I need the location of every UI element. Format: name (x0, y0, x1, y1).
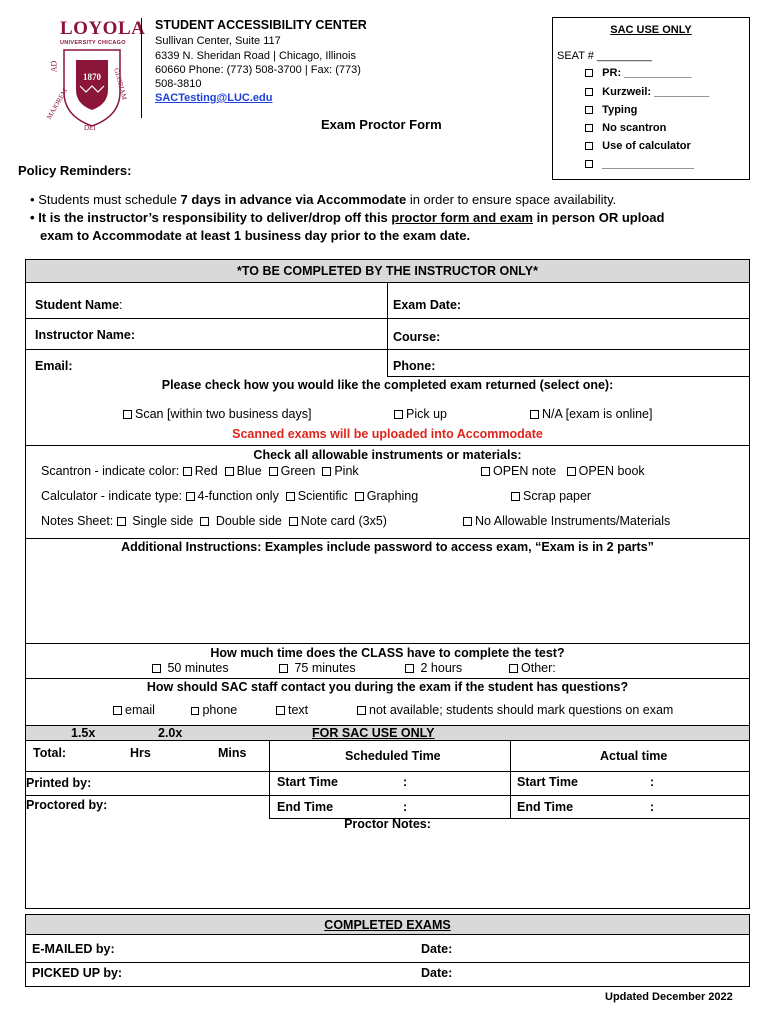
instructor-name-field[interactable]: Instructor Name: (35, 328, 136, 342)
checkbox-icon (200, 517, 209, 526)
calc-4function[interactable] (186, 489, 279, 503)
sac-use-only-box (552, 17, 750, 180)
option-label: Pick up (406, 407, 447, 421)
sac-item-no-scantron[interactable] (585, 122, 666, 134)
contact-email[interactable] (113, 703, 155, 717)
option-label: Scientific (297, 489, 348, 503)
notes-card[interactable] (289, 514, 387, 528)
proctor-notes-label: Proctor Notes: (344, 817, 431, 831)
scheduled-time-label: Scheduled Time (345, 749, 441, 763)
actual-end-label: End Time (517, 800, 574, 814)
return-question: Please check how you would like the completed exam returned (select one): (161, 378, 614, 392)
option-label: OPEN book (578, 464, 645, 478)
field-label: Student Name (35, 298, 120, 312)
option-label: Red (194, 464, 218, 478)
option-label: Blue (236, 464, 262, 478)
checkbox-icon (289, 517, 298, 526)
option-label: 75 minutes (294, 661, 356, 675)
option-label: Graphing (366, 489, 419, 503)
notes-single[interactable] (117, 514, 194, 528)
option-label: Note card (3x5) (300, 514, 387, 528)
option-label: OPEN note (493, 464, 557, 478)
policy-text: It is the instructor’s responsibility to deliver/drop off this (38, 210, 392, 225)
checkbox-icon (567, 467, 576, 476)
completed-heading-bar (26, 915, 749, 935)
sac-use-heading: FOR SAC USE ONLY (312, 726, 435, 740)
actual-time-label: Actual time (600, 749, 668, 763)
checkbox-icon (286, 492, 295, 501)
option-label: 4-function only (197, 489, 279, 503)
option-label: 50 minutes (167, 661, 229, 675)
scheduled-start-label: Start Time (277, 775, 338, 789)
org-name: STUDENT ACCESSIBILITY CENTER (155, 18, 367, 32)
checkbox-icon (511, 492, 520, 501)
instructor-heading-text: *TO BE COMPLETED BY THE INSTRUCTOR ONLY* (237, 264, 538, 278)
no-materials-option[interactable] (463, 514, 670, 528)
section-line (25, 678, 750, 679)
grid-divider (269, 741, 270, 819)
option-label: text (288, 703, 309, 717)
header-divider (141, 18, 142, 118)
checkbox-icon (394, 410, 403, 419)
contact-question: How should SAC staff contact you during the exam if the student has questions? (146, 680, 629, 694)
checkbox-icon (585, 69, 593, 77)
calc-graphing[interactable] (355, 489, 418, 503)
address-line-2: 6339 N. Sheridan Road | Chicago, Illinois (155, 50, 356, 62)
grid-line (25, 771, 750, 772)
actual-start-colon: : (650, 775, 655, 789)
option-label: not available; students should mark questions on exam (369, 703, 674, 717)
field-colon: : (119, 298, 123, 312)
logo-motto-left: AD (49, 60, 59, 73)
completed-heading: COMPLETED EXAMS (324, 918, 451, 932)
phone-field[interactable]: Phone: (393, 359, 436, 373)
scantron-row (41, 464, 359, 478)
option-label: Single side (132, 514, 194, 528)
proctor-notes-area[interactable] (26, 833, 749, 907)
scantron-pink[interactable] (322, 464, 358, 478)
sac-item-typing[interactable] (585, 104, 637, 116)
option-label: No Allowable Instruments/Materials (475, 514, 671, 528)
scantron-label: Scantron - indicate color: (41, 464, 180, 478)
option-label: phone (202, 703, 238, 717)
grid-divider (387, 283, 388, 376)
logo-subtitle: UNIVERSITY CHICAGO (60, 40, 126, 46)
scantron-blue[interactable] (225, 464, 262, 478)
policy-text-underlined: proctor form and exam (391, 210, 533, 225)
policy-heading: Policy Reminders: (18, 163, 132, 178)
option-label: Scrap paper (523, 489, 592, 503)
checkbox-icon (585, 124, 593, 132)
address-line-4: 508-3810 (155, 78, 202, 90)
grid-line (25, 349, 750, 350)
section-line (25, 445, 750, 446)
sac-item-label: PR: ___________ (602, 67, 692, 79)
scrap-paper-option[interactable] (511, 489, 591, 503)
actual-end-colon: : (650, 800, 655, 814)
form-title: Exam Proctor Form (321, 117, 442, 132)
option-label: Green (280, 464, 316, 478)
notes-double[interactable] (200, 514, 282, 528)
checkbox-icon (357, 706, 366, 715)
option-label: N/A [exam is online] (542, 407, 653, 421)
picked-up-by-field[interactable]: PICKED UP by: (32, 966, 123, 980)
checkbox-icon (225, 467, 234, 476)
checkbox-icon (123, 410, 132, 419)
section-line (25, 538, 750, 539)
scheduled-start-colon: : (403, 775, 408, 789)
open-book-option[interactable] (567, 464, 645, 478)
policy-text: in order to ensure space availability. (406, 192, 617, 207)
grid-divider (510, 741, 511, 819)
checkbox-icon (509, 664, 518, 673)
return-option-scan[interactable] (123, 407, 311, 421)
logo-motto-left2: MAJOREM (45, 87, 70, 121)
bullet-icon: • (30, 192, 35, 207)
option-label: Other: (521, 661, 556, 675)
checkbox-icon (481, 467, 490, 476)
checkbox-icon (585, 88, 593, 96)
checkbox-icon (463, 517, 472, 526)
updated-date: Updated December 2022 (605, 991, 733, 1003)
multiplier-2-0x: 2.0x (158, 726, 183, 740)
checkbox-icon (585, 160, 593, 168)
open-note-option[interactable] (481, 464, 556, 478)
contact-phone[interactable] (191, 703, 237, 717)
time-75[interactable] (279, 661, 356, 675)
instructor-heading (26, 260, 749, 283)
sac-item-kurzweil[interactable] (585, 86, 709, 98)
emailed-by-field[interactable]: E-MAILED by: (32, 942, 115, 956)
section-line (25, 643, 750, 644)
seat-number-field[interactable]: SEAT # _________ (557, 50, 653, 62)
exam-date-field[interactable]: Exam Date: (393, 298, 462, 312)
checkbox-icon (355, 492, 364, 501)
sac-item-label: No scantron (602, 122, 667, 134)
email-link[interactable]: SACTesting@LUC.edu (155, 92, 273, 104)
grid-line (25, 318, 750, 319)
return-option-pickup[interactable] (394, 407, 447, 421)
checkbox-icon (269, 467, 278, 476)
return-option-na[interactable] (530, 407, 652, 421)
sac-box-title: SAC USE ONLY (610, 24, 692, 36)
calculator-row (41, 489, 418, 503)
checkbox-icon (183, 467, 192, 476)
sac-item-label: Kurzweil: _________ (602, 86, 710, 98)
checkbox-icon (405, 664, 414, 673)
mins-label: Mins (218, 746, 247, 760)
option-label: email (125, 703, 155, 717)
policy-text-bold: 7 days in advance via Accommodate (180, 192, 407, 207)
contact-not-available[interactable] (357, 703, 673, 717)
logo-wordmark: LOYOLA (60, 18, 146, 39)
scantron-red[interactable] (183, 464, 218, 478)
notes-label: Notes Sheet: (41, 514, 114, 528)
course-field[interactable]: Course: (393, 330, 441, 344)
checkbox-icon (585, 142, 593, 150)
proctored-by-field[interactable]: Proctored by: (26, 798, 108, 812)
sac-item-calculator[interactable] (585, 140, 691, 152)
email-field[interactable]: Email: (35, 359, 73, 373)
checkbox-icon (530, 410, 539, 419)
time-50[interactable] (152, 661, 229, 675)
picked-up-date-field[interactable]: Date: (421, 966, 453, 980)
contact-text[interactable] (276, 703, 308, 717)
policy-bullet-2 (30, 210, 664, 225)
address-line-3: 60660 Phone: (773) 508-3700 | Fax: (773) (155, 64, 361, 76)
checkbox-icon (191, 707, 199, 715)
scheduled-end-label: End Time (277, 800, 334, 814)
checkbox-icon (585, 106, 593, 114)
logo-motto-bottom: DEI (84, 124, 96, 132)
emailed-date-field[interactable]: Date: (421, 942, 453, 956)
multiplier-1-5x: 1.5x (71, 726, 96, 740)
additional-instructions-label: Additional Instructions: Examples include password to access exam, “Exam is in 2 parts” (121, 540, 654, 554)
time-2hours[interactable] (405, 661, 462, 675)
total-label: Total: (33, 746, 67, 760)
checkbox-icon (276, 706, 285, 715)
scantron-green[interactable] (269, 464, 316, 478)
svg-text:1870: 1870 (83, 72, 101, 82)
grid-line (25, 795, 750, 796)
additional-instructions-area[interactable] (26, 556, 749, 642)
scheduled-end-colon: : (403, 800, 408, 814)
policy-text: in person OR upload (533, 210, 665, 225)
option-label: 2 hours (420, 661, 463, 675)
checkbox-icon (186, 492, 195, 501)
calculator-label: Calculator - indicate type: (41, 489, 183, 503)
materials-question: Check all allowable instruments or materials: (253, 448, 522, 462)
sac-item-label: Use of calculator (602, 140, 691, 152)
time-other[interactable] (509, 661, 556, 675)
checkbox-icon (117, 517, 126, 526)
option-label: Double side (215, 514, 282, 528)
grid-line (387, 376, 750, 377)
scan-note: Scanned exams will be uploaded into Accommodate (232, 427, 543, 441)
policy-text: Students must schedule (38, 192, 181, 207)
checkbox-icon (279, 664, 288, 673)
bullet-icon: • (30, 210, 35, 225)
option-label: Pink (334, 464, 359, 478)
checkbox-icon (322, 467, 331, 476)
open-options-row (481, 464, 645, 478)
logo-motto-right: GLORIAM (112, 67, 129, 101)
grid-line (25, 962, 750, 963)
sac-item-other[interactable] (585, 158, 694, 170)
checkbox-icon (113, 706, 122, 715)
actual-start-label: Start Time (517, 775, 578, 789)
time-question: How much time does the CLASS have to complete the test? (210, 646, 565, 660)
option-label: Scan [within two business days] (135, 407, 312, 421)
notes-row (41, 514, 387, 528)
hrs-label: Hrs (130, 746, 151, 760)
sac-item-pr[interactable] (585, 67, 691, 79)
printed-by-field[interactable]: Printed by: (26, 776, 92, 790)
address-line-1: Sullivan Center, Suite 117 (155, 35, 281, 47)
sac-item-label: Typing (602, 104, 638, 116)
student-name-field[interactable] (35, 298, 123, 312)
calc-scientific[interactable] (286, 489, 348, 503)
policy-bullet-1 (30, 192, 616, 207)
policy-bullet-2-cont: exam to Accommodate at least 1 business day prior to the exam date. (40, 228, 471, 243)
university-logo (45, 14, 146, 134)
sac-item-label: _______________ (602, 158, 694, 170)
checkbox-icon (152, 664, 161, 673)
